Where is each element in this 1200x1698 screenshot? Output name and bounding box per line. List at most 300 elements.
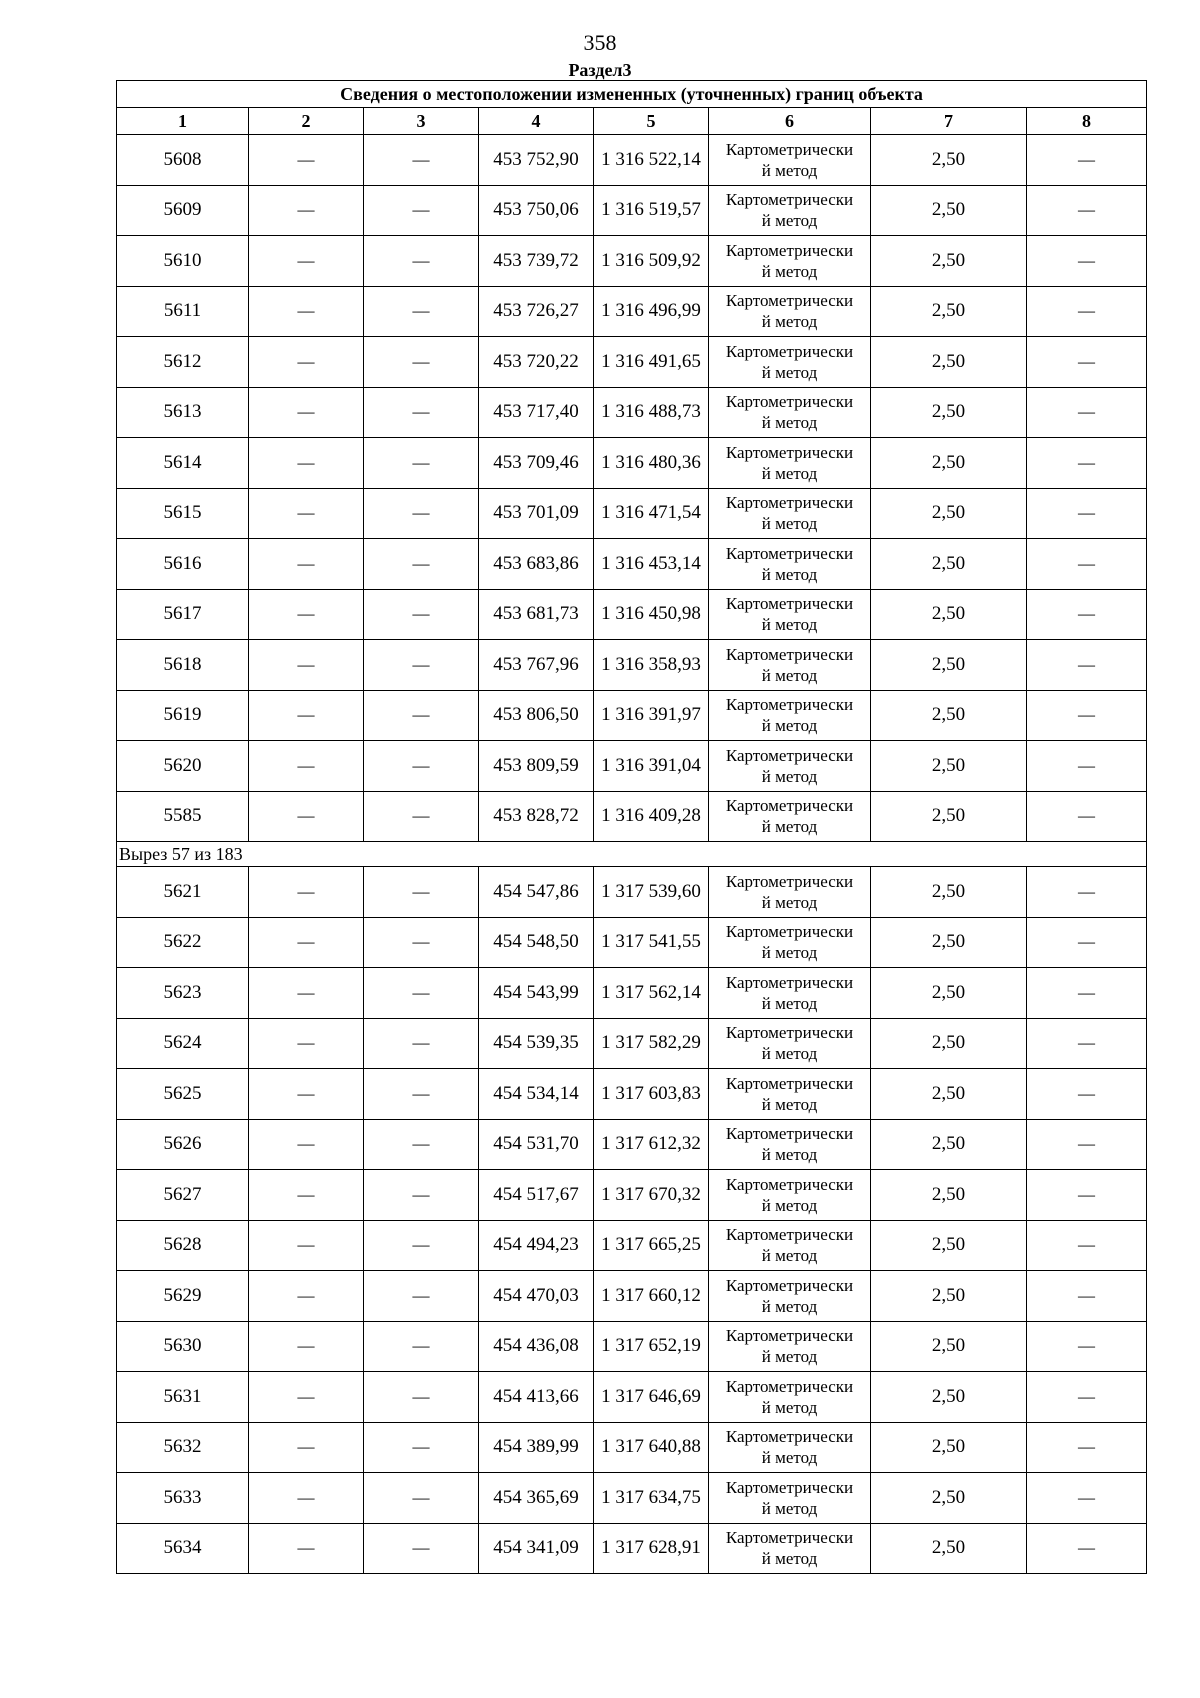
precision-cell: 2,50 — [871, 968, 1027, 1019]
dash-cell: — — [1027, 1018, 1147, 1069]
method-line: Картометрически — [725, 543, 854, 563]
table-row — [117, 337, 1147, 388]
x-coordinate-cell: 454 534,14 — [479, 1069, 594, 1120]
table-row — [117, 438, 1147, 489]
method-line: Картометрически — [725, 1427, 854, 1447]
point-number-cell: 5609 — [117, 185, 249, 236]
column-number: 3 — [364, 108, 479, 135]
method-line: й метод — [761, 1044, 818, 1064]
y-coordinate-cell: 1 316 496,99 — [594, 286, 709, 337]
method-line: Картометрически — [725, 139, 854, 159]
y-coordinate-cell: 1 317 582,29 — [594, 1018, 709, 1069]
y-coordinate-cell: 1 316 509,92 — [594, 236, 709, 287]
dash-cell: — — [1027, 1069, 1147, 1120]
method-cell — [709, 185, 871, 236]
column-number: 4 — [479, 108, 594, 135]
method-line: Картометрически — [725, 291, 854, 311]
dash-cell: — — [1027, 387, 1147, 438]
method-cell — [709, 1523, 871, 1574]
dash-cell: — — [364, 1271, 479, 1322]
precision-cell: 2,50 — [871, 135, 1027, 186]
method-line: Картометрически — [725, 972, 854, 992]
y-coordinate-cell: 1 316 358,93 — [594, 640, 709, 691]
method-line: й метод — [761, 1195, 818, 1215]
dash-cell: — — [1027, 1321, 1147, 1372]
point-number-cell: 5624 — [117, 1018, 249, 1069]
dash-cell: — — [364, 135, 479, 186]
x-coordinate-cell: 454 494,23 — [479, 1220, 594, 1271]
dash-cell: — — [1027, 917, 1147, 968]
method-cell — [709, 488, 871, 539]
y-coordinate-cell: 1 317 634,75 — [594, 1473, 709, 1524]
method-line: Картометрически — [725, 796, 854, 816]
method-line: й метод — [761, 1246, 818, 1266]
x-coordinate-cell: 454 413,66 — [479, 1372, 594, 1423]
x-coordinate-cell: 454 365,69 — [479, 1473, 594, 1524]
dash-cell: — — [364, 1119, 479, 1170]
method-cell — [709, 1119, 871, 1170]
point-number-cell: 5633 — [117, 1473, 249, 1524]
method-line: Картометрически — [725, 644, 854, 664]
y-coordinate-cell: 1 317 660,12 — [594, 1271, 709, 1322]
dash-cell: — — [249, 917, 364, 968]
dash-cell: — — [1027, 1119, 1147, 1170]
dash-cell: — — [1027, 1170, 1147, 1221]
dash-cell: — — [364, 1220, 479, 1271]
table-row — [117, 1069, 1147, 1120]
column-number: 7 — [871, 108, 1027, 135]
point-number-cell: 5634 — [117, 1523, 249, 1574]
dash-cell: — — [1027, 1473, 1147, 1524]
column-number: 5 — [594, 108, 709, 135]
method-cell — [709, 690, 871, 741]
column-number: 1 — [117, 108, 249, 135]
method-cell — [709, 640, 871, 691]
method-cell — [709, 741, 871, 792]
method-line: Картометрически — [725, 695, 854, 715]
table-row — [117, 968, 1147, 1019]
method-line: й метод — [761, 766, 818, 786]
method-line: й метод — [761, 817, 818, 837]
point-number-cell: 5608 — [117, 135, 249, 186]
precision-cell: 2,50 — [871, 1170, 1027, 1221]
dash-cell: — — [1027, 968, 1147, 1019]
column-number: 6 — [709, 108, 871, 135]
table-row — [117, 286, 1147, 337]
table-row — [117, 1422, 1147, 1473]
method-cell — [709, 337, 871, 388]
point-number-cell: 5622 — [117, 917, 249, 968]
point-number-cell: 5628 — [117, 1220, 249, 1271]
precision-cell: 2,50 — [871, 438, 1027, 489]
dash-cell: — — [364, 867, 479, 918]
y-coordinate-cell: 1 316 522,14 — [594, 135, 709, 186]
precision-cell: 2,50 — [871, 741, 1027, 792]
group-label: Вырез 57 из 183 — [117, 842, 1147, 867]
x-coordinate-cell: 454 547,86 — [479, 867, 594, 918]
point-number-cell: 5630 — [117, 1321, 249, 1372]
point-number-cell: 5623 — [117, 968, 249, 1019]
precision-cell: 2,50 — [871, 917, 1027, 968]
dash-cell: — — [249, 1119, 364, 1170]
method-line: Картометрически — [725, 1073, 854, 1093]
point-number-cell: 5610 — [117, 236, 249, 287]
point-number-cell: 5585 — [117, 791, 249, 842]
method-cell — [709, 1069, 871, 1120]
x-coordinate-cell: 454 341,09 — [479, 1523, 594, 1574]
dash-cell: — — [249, 1271, 364, 1322]
method-line: Картометрически — [725, 190, 854, 210]
point-number-cell: 5621 — [117, 867, 249, 918]
dash-cell: — — [1027, 867, 1147, 918]
x-coordinate-cell: 454 517,67 — [479, 1170, 594, 1221]
method-line: й метод — [761, 514, 818, 534]
table-row — [117, 1220, 1147, 1271]
method-line: й метод — [761, 993, 818, 1013]
precision-cell: 2,50 — [871, 236, 1027, 287]
precision-cell: 2,50 — [871, 1372, 1027, 1423]
dash-cell: — — [249, 1018, 364, 1069]
table-row — [117, 135, 1147, 186]
dash-cell: — — [364, 1372, 479, 1423]
dash-cell: — — [249, 539, 364, 590]
precision-cell: 2,50 — [871, 1069, 1027, 1120]
table-row — [117, 917, 1147, 968]
column-number: 8 — [1027, 108, 1147, 135]
precision-cell: 2,50 — [871, 1523, 1027, 1574]
dash-cell: — — [1027, 640, 1147, 691]
method-line: й метод — [761, 160, 818, 180]
dash-cell: — — [1027, 1372, 1147, 1423]
method-cell — [709, 539, 871, 590]
method-line: й метод — [761, 1094, 818, 1114]
dash-cell: — — [364, 337, 479, 388]
table-row — [117, 867, 1147, 918]
method-line: Картометрически — [725, 1275, 854, 1295]
dash-cell: — — [1027, 1422, 1147, 1473]
table-row — [117, 589, 1147, 640]
x-coordinate-cell: 453 752,90 — [479, 135, 594, 186]
page-number: 358 — [583, 30, 617, 55]
precision-cell: 2,50 — [871, 286, 1027, 337]
table-row — [117, 1321, 1147, 1372]
y-coordinate-cell: 1 317 646,69 — [594, 1372, 709, 1423]
point-number-cell: 5626 — [117, 1119, 249, 1170]
precision-cell: 2,50 — [871, 1473, 1027, 1524]
dash-cell: — — [364, 741, 479, 792]
x-coordinate-cell: 453 683,86 — [479, 539, 594, 590]
point-number-cell: 5614 — [117, 438, 249, 489]
method-line: Картометрически — [725, 922, 854, 942]
dash-cell: — — [249, 1422, 364, 1473]
method-line: Картометрически — [725, 1124, 854, 1144]
method-cell — [709, 236, 871, 287]
table-row — [117, 1473, 1147, 1524]
dash-cell: — — [249, 741, 364, 792]
point-number-cell: 5613 — [117, 387, 249, 438]
y-coordinate-cell: 1 316 488,73 — [594, 387, 709, 438]
dash-cell: — — [1027, 539, 1147, 590]
y-coordinate-cell: 1 316 480,36 — [594, 438, 709, 489]
dash-cell: — — [1027, 488, 1147, 539]
dash-cell: — — [364, 185, 479, 236]
method-cell — [709, 1372, 871, 1423]
dash-cell: — — [364, 589, 479, 640]
x-coordinate-cell: 453 681,73 — [479, 589, 594, 640]
y-coordinate-cell: 1 316 519,57 — [594, 185, 709, 236]
table-caption-row — [117, 81, 1147, 108]
precision-cell: 2,50 — [871, 1321, 1027, 1372]
point-number-cell: 5611 — [117, 286, 249, 337]
table-row — [117, 387, 1147, 438]
method-cell — [709, 1422, 871, 1473]
column-number-row — [117, 108, 1147, 135]
dash-cell: — — [249, 968, 364, 1019]
dash-cell: — — [249, 135, 364, 186]
table-row — [117, 1271, 1147, 1322]
dash-cell: — — [364, 1018, 479, 1069]
dash-cell: — — [1027, 135, 1147, 186]
method-line: Картометрически — [725, 1477, 854, 1497]
dash-cell: — — [249, 1220, 364, 1271]
method-cell — [709, 387, 871, 438]
point-number-cell: 5617 — [117, 589, 249, 640]
dash-cell: — — [249, 1473, 364, 1524]
y-coordinate-cell: 1 316 409,28 — [594, 791, 709, 842]
y-coordinate-cell: 1 317 603,83 — [594, 1069, 709, 1120]
dash-cell: — — [364, 387, 479, 438]
precision-cell: 2,50 — [871, 690, 1027, 741]
table-caption: Сведения о местоположении измененных (уточненных) границ объекта — [117, 81, 1147, 108]
dash-cell: — — [364, 917, 479, 968]
dash-cell: — — [249, 690, 364, 741]
point-number-cell: 5632 — [117, 1422, 249, 1473]
x-coordinate-cell: 454 543,99 — [479, 968, 594, 1019]
y-coordinate-cell: 1 317 640,88 — [594, 1422, 709, 1473]
method-line: Картометрически — [725, 871, 854, 891]
dash-cell: — — [249, 1069, 364, 1120]
precision-cell: 2,50 — [871, 1119, 1027, 1170]
method-line: й метод — [761, 716, 818, 736]
point-number-cell: 5631 — [117, 1372, 249, 1423]
table-row — [117, 1523, 1147, 1574]
point-number-cell: 5620 — [117, 741, 249, 792]
dash-cell: — — [364, 1069, 479, 1120]
dash-cell: — — [249, 488, 364, 539]
method-line: й метод — [761, 1498, 818, 1518]
dash-cell: — — [1027, 438, 1147, 489]
point-number-cell: 5618 — [117, 640, 249, 691]
precision-cell: 2,50 — [871, 791, 1027, 842]
point-number-cell: 5615 — [117, 488, 249, 539]
table-row — [117, 741, 1147, 792]
method-cell — [709, 589, 871, 640]
table-row — [117, 1170, 1147, 1221]
precision-cell: 2,50 — [871, 640, 1027, 691]
x-coordinate-cell: 454 548,50 — [479, 917, 594, 968]
method-line: й метод — [761, 1397, 818, 1417]
method-line: й метод — [761, 892, 818, 912]
dash-cell: — — [249, 438, 364, 489]
dash-cell: — — [364, 1523, 479, 1574]
method-cell — [709, 1170, 871, 1221]
method-line: й метод — [761, 362, 818, 382]
method-line: й метод — [761, 413, 818, 433]
method-line: й метод — [761, 665, 818, 685]
y-coordinate-cell: 1 317 652,19 — [594, 1321, 709, 1372]
precision-cell: 2,50 — [871, 867, 1027, 918]
y-coordinate-cell: 1 316 391,04 — [594, 741, 709, 792]
method-line: Картометрически — [725, 1023, 854, 1043]
dash-cell: — — [249, 1170, 364, 1221]
method-line: Картометрически — [725, 1225, 854, 1245]
y-coordinate-cell: 1 316 391,97 — [594, 690, 709, 741]
dash-cell: — — [1027, 185, 1147, 236]
dash-cell: — — [249, 236, 364, 287]
table-row — [117, 791, 1147, 842]
method-line: й метод — [761, 1549, 818, 1569]
method-line: й метод — [761, 943, 818, 963]
dash-cell: — — [249, 867, 364, 918]
dash-cell: — — [364, 690, 479, 741]
dash-cell: — — [364, 968, 479, 1019]
table-row — [117, 488, 1147, 539]
method-line: й метод — [761, 1448, 818, 1468]
x-coordinate-cell: 453 720,22 — [479, 337, 594, 388]
method-cell — [709, 917, 871, 968]
method-line: й метод — [761, 261, 818, 281]
y-coordinate-cell: 1 317 628,91 — [594, 1523, 709, 1574]
x-coordinate-cell: 453 750,06 — [479, 185, 594, 236]
group-row — [117, 842, 1147, 867]
precision-cell: 2,50 — [871, 1018, 1027, 1069]
dash-cell: — — [1027, 1271, 1147, 1322]
method-line: Картометрически — [725, 1528, 854, 1548]
method-line: Картометрически — [725, 442, 854, 462]
x-coordinate-cell: 453 717,40 — [479, 387, 594, 438]
table-body-before — [117, 135, 1147, 842]
precision-cell: 2,50 — [871, 539, 1027, 590]
dash-cell: — — [249, 640, 364, 691]
dash-cell: — — [364, 1170, 479, 1221]
method-line: й метод — [761, 1145, 818, 1165]
method-line: Картометрически — [725, 240, 854, 260]
x-coordinate-cell: 454 389,99 — [479, 1422, 594, 1473]
method-cell — [709, 135, 871, 186]
point-number-cell: 5629 — [117, 1271, 249, 1322]
table-row — [117, 185, 1147, 236]
x-coordinate-cell: 453 709,46 — [479, 438, 594, 489]
method-line: й метод — [761, 312, 818, 332]
dash-cell: — — [249, 589, 364, 640]
precision-cell: 2,50 — [871, 337, 1027, 388]
method-cell — [709, 1473, 871, 1524]
precision-cell: 2,50 — [871, 589, 1027, 640]
method-cell — [709, 286, 871, 337]
x-coordinate-cell: 453 701,09 — [479, 488, 594, 539]
group-section — [117, 842, 1147, 867]
precision-cell: 2,50 — [871, 387, 1027, 438]
x-coordinate-cell: 454 531,70 — [479, 1119, 594, 1170]
method-line: й метод — [761, 463, 818, 483]
table-row — [117, 236, 1147, 287]
x-coordinate-cell: 453 767,96 — [479, 640, 594, 691]
dash-cell: — — [364, 438, 479, 489]
dash-cell: — — [1027, 1523, 1147, 1574]
x-coordinate-cell: 453 726,27 — [479, 286, 594, 337]
method-line: Картометрически — [725, 1326, 854, 1346]
x-coordinate-cell: 453 739,72 — [479, 236, 594, 287]
method-cell — [709, 867, 871, 918]
method-line: Картометрически — [725, 493, 854, 513]
precision-cell: 2,50 — [871, 185, 1027, 236]
y-coordinate-cell: 1 317 612,32 — [594, 1119, 709, 1170]
x-coordinate-cell: 453 806,50 — [479, 690, 594, 741]
column-number: 2 — [249, 108, 364, 135]
dash-cell: — — [1027, 589, 1147, 640]
method-line: й метод — [761, 615, 818, 635]
method-line: Картометрически — [725, 594, 854, 614]
dash-cell: — — [364, 539, 479, 590]
table-body-after — [117, 867, 1147, 1574]
dash-cell: — — [1027, 286, 1147, 337]
dash-cell: — — [249, 387, 364, 438]
dash-cell: — — [364, 1422, 479, 1473]
dash-cell: — — [364, 1321, 479, 1372]
dash-cell: — — [364, 236, 479, 287]
method-cell — [709, 791, 871, 842]
x-coordinate-cell: 453 809,59 — [479, 741, 594, 792]
coordinates-table — [116, 80, 1147, 1574]
table-row — [117, 1372, 1147, 1423]
method-cell — [709, 1018, 871, 1069]
y-coordinate-cell: 1 317 670,32 — [594, 1170, 709, 1221]
dash-cell: — — [1027, 1220, 1147, 1271]
point-number-cell: 5612 — [117, 337, 249, 388]
method-cell — [709, 1321, 871, 1372]
dash-cell: — — [249, 337, 364, 388]
method-line: Картометрически — [725, 392, 854, 412]
y-coordinate-cell: 1 316 491,65 — [594, 337, 709, 388]
x-coordinate-cell: 453 828,72 — [479, 791, 594, 842]
y-coordinate-cell: 1 316 471,54 — [594, 488, 709, 539]
method-line: Картометрически — [725, 1174, 854, 1194]
method-line: й метод — [761, 564, 818, 584]
dash-cell: — — [1027, 337, 1147, 388]
dash-cell: — — [364, 791, 479, 842]
dash-cell: — — [249, 1321, 364, 1372]
method-cell — [709, 968, 871, 1019]
method-line: й метод — [761, 211, 818, 231]
y-coordinate-cell: 1 316 453,14 — [594, 539, 709, 590]
dash-cell: — — [1027, 791, 1147, 842]
dash-cell: — — [364, 286, 479, 337]
method-cell — [709, 1220, 871, 1271]
point-number-cell: 5625 — [117, 1069, 249, 1120]
point-number-cell: 5619 — [117, 690, 249, 741]
method-cell — [709, 1271, 871, 1322]
method-line: Картометрически — [725, 1376, 854, 1396]
method-line: Картометрически — [725, 745, 854, 765]
x-coordinate-cell: 454 436,08 — [479, 1321, 594, 1372]
table-row — [117, 1119, 1147, 1170]
point-number-cell: 5616 — [117, 539, 249, 590]
dash-cell: — — [249, 286, 364, 337]
method-line: Картометрически — [725, 341, 854, 361]
method-line: й метод — [761, 1296, 818, 1316]
dash-cell: — — [249, 185, 364, 236]
dash-cell: — — [249, 1523, 364, 1574]
